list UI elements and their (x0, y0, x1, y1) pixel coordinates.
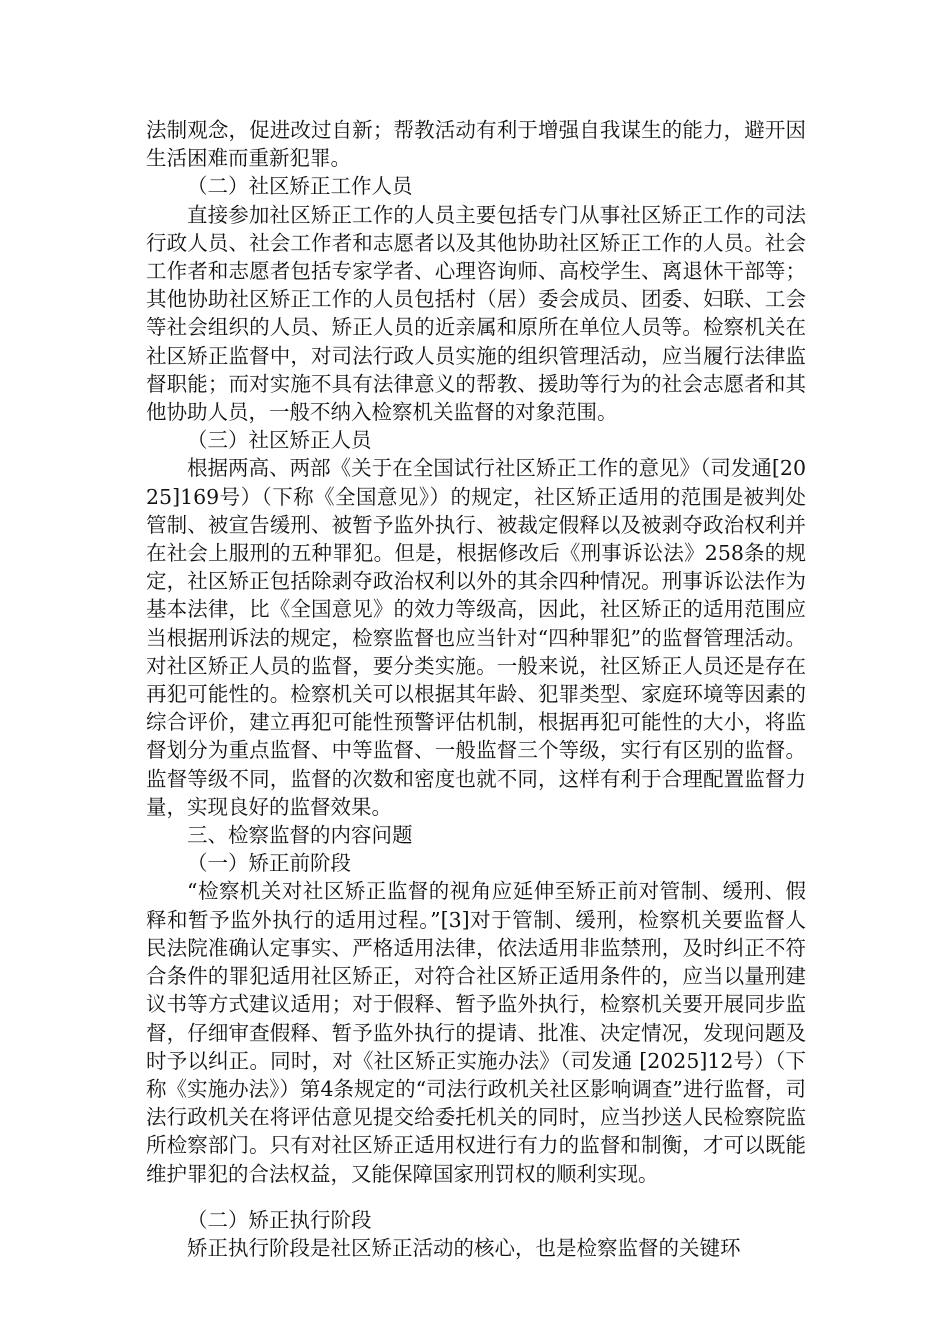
document-page (146, 116, 806, 1262)
paragraph-execution: 矫正执行阶段是社区矫正活动的核心，也是检察监督的关键环 (187, 1235, 741, 1260)
paragraph-spacer (146, 1188, 806, 1206)
section-heading-execution: （二）矫正执行阶段 (187, 1207, 372, 1232)
chapter-heading-content: 三、检察监督的内容问题 (187, 823, 413, 848)
section-heading-staff: （二）社区矫正工作人员 (187, 174, 413, 199)
section-heading-pre-correction: （一）矫正前阶段 (187, 851, 351, 876)
paragraph-continuation: 法制观念，促进改过自新；帮教活动有利于增强自我谋生的能力，避开因生活困难而重新犯罪。 (146, 118, 806, 171)
paragraph-corrected-persons: 根据两高、两部《关于在全国试行社区矫正工作的意见》（司发通[2025]169号）（下称《全国意见》）的规定，社区矫正适用的范围是被判处管制、被宣告缓刑、被暂予监外执行、被裁定假释以及被剥夺政治权利并在社会上服刑的五种罪犯。但是，根据修改后《刑事诉讼法》258条的规定，社区矫正包括除剥夺政治权利以外的其余四种情况。刑事诉讼法作为基本法律，比《全国意见》的效力等级高，因此，社区矫正的适用范围应当根据刑诉法的规定，检察监督也应当针对“四种罪犯”的监督管理活动。对社区矫正人员的监督，要分类实施。一般来说，社区矫正人员还是存在再犯可能性的。检察机关可以根据其年龄、犯罪类型、家庭环境等因素的综合评价，建立再犯可能性预警评估机制，根据再犯可能性的大小，将监督划分为重点监督、中等监督、一般监督三个等级，实行有区别的监督。监督等级不同，监督的次数和密度也就不同，这样有利于合理配置监督力量，实现良好的监督效果。 (146, 456, 806, 819)
paragraph-staff: 直接参加社区矫正工作的人员主要包括专门从事社区矫正工作的司法行政人员、社会工作者和志愿者以及其他协助社区矫正工作的人员。社会工作者和志愿者包括专家学者、心理咨询师、高校学生、离退休干部等；其他协助社区矫正工作的人员包括村（居）委会成员、团委、妇联、工会等社会组织的人员、矫正人员的近亲属和原所在单位人员等。检察机关在社区矫正监督中，对司法行政人员实施的组织管理活动，应当履行法律监督职能；而对实施不具有法律意义的帮教、援助等行为的社会志愿者和其他协助人员，一般不纳入检察机关监督的对象范围。 (146, 202, 806, 425)
section-heading-corrected-persons: （三）社区矫正人员 (187, 428, 372, 453)
paragraph-pre-correction: “检察机关对社区矫正监督的视角应延伸至矫正前对管制、缓刑、假释和暂予监外执行的适用过程。”[3]对于管制、缓刑，检察机关要监督人民法院准确认定事实、严格适用法律，依法适用非监禁刑，及时纠正不符合条件的罪犯适用社区矫正，对符合社区矫正适用条件的，应当以量刑建议书等方式建议适用；对于假释、暂予监外执行，检察机关要开展同步监督，仔细审查假释、暂予监外执行的提请、批准、决定情况，发现问题及时予以纠正。同时，对《社区矫正实施办法》（司发通 [2025]12号）（下称《实施办法》）第4条规定的“司法行政机关社区影响调查”进行监督，司法行政机关在将评估意见提交给委托机关的同时，应当抄送人民检察院监所检察部门。只有对社区矫正适用权进行有力的监督和制衡，才可以既能维护罪犯的合法权益，又能保障国家刑罚权的顺利实现。 (146, 879, 806, 1186)
